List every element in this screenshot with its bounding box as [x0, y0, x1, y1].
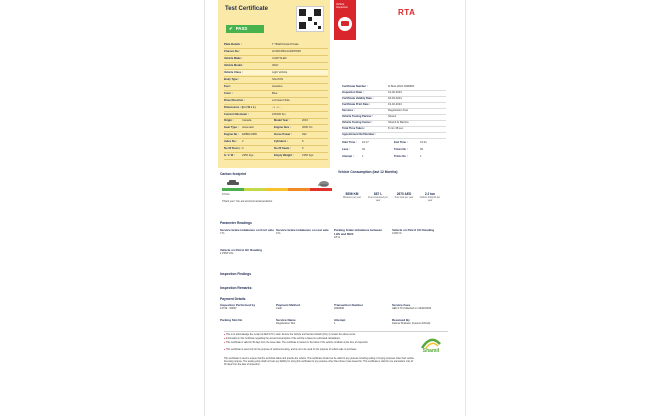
payment-field-name: Transaction Number	[334, 303, 364, 307]
vehicle-grid-key: Horse Power :	[274, 133, 293, 136]
payment-field-value: Fatima Shaheen (Inssem Alhindi)	[392, 322, 431, 325]
vehicle-grid-key: Axles No :	[224, 140, 238, 143]
vehicle-detail-value: - x - x -	[272, 106, 281, 109]
parameter-value: 0 %	[276, 232, 281, 235]
payment-field	[220, 303, 274, 311]
vehicle-grid-key: Engine Size :	[274, 126, 291, 129]
rta-logo	[398, 8, 415, 17]
shamil-logo	[418, 336, 444, 358]
vehicle-detail-value: Left Hand Side	[272, 99, 290, 102]
certificate-row	[342, 90, 446, 95]
vehicle-grid-value: 5	[302, 147, 304, 150]
certificate-value: Registration Test	[388, 109, 408, 112]
car-icon	[226, 179, 240, 187]
parameter-name: Parking brake imbalance between LHS and RHS	[334, 228, 383, 236]
vehicle-grid-value: 292	[302, 133, 307, 136]
consumption-label: Fuel cost per year	[394, 197, 414, 199]
vehicle-grid-value: ERB01208D	[242, 133, 257, 136]
carbon-bar-red	[310, 188, 332, 191]
certificate-value: 19-02-2024	[388, 91, 402, 94]
vehicle-grid-value: 4	[242, 147, 244, 150]
vehicle-detail-key: Chassis No :	[224, 50, 241, 53]
note-b: ● Information in this certificate regarding the annual consumption of the vehicle is based on estimated calculations.	[224, 338, 341, 340]
payment-field	[334, 318, 388, 326]
vehicle-detail-key: Plate Details :	[224, 43, 242, 46]
page-title: Test Certificate	[225, 6, 268, 12]
payment-field-name: Parking Slot No	[220, 318, 243, 322]
findings-title: Inspection Findings	[220, 272, 252, 276]
vehicle-detail-row	[224, 70, 328, 75]
note-d: ● This certificate is used only for the purpose of vehicle licensing, and is not to be used for the purpose of vehicle sale or purchase.	[224, 349, 357, 351]
check-icon: ✔	[229, 26, 233, 31]
vehicle-grid-key: Cylinders :	[274, 140, 288, 143]
consumption-label: Fuel consumed per year	[368, 197, 388, 202]
parameter-value: 0.000 %	[392, 232, 402, 235]
parameter-value: 7 %	[220, 232, 225, 235]
certificate-row	[342, 120, 446, 125]
certificate-key: Certificate Number :	[342, 85, 368, 88]
divider	[224, 331, 448, 332]
factory-icon	[424, 179, 436, 189]
certificate-grid-key: Start Time :	[342, 141, 357, 144]
certificate-key: Services :	[342, 109, 355, 112]
pass-label: PASS	[235, 26, 248, 31]
payment-field-value: 12749 - 50037	[220, 307, 237, 310]
rta-logo-text: RTA	[398, 8, 416, 17]
qr-code	[296, 6, 324, 32]
consumption-value: 2.2 ton	[424, 192, 436, 196]
certificate-row	[342, 84, 446, 89]
vehicle-grid-key: No Of Seats :	[274, 147, 291, 150]
vehicle-grid-row	[224, 139, 328, 144]
parameter-reading	[392, 228, 446, 236]
parameter-name: Service brake imbalance on rear axle	[276, 228, 329, 232]
certificate-key: Vehicle Testing Center :	[342, 121, 373, 124]
certificate-grid-key: Token No :	[394, 148, 408, 151]
carbon-bar-green	[222, 188, 244, 191]
payment-field-name: Service Fees	[392, 303, 411, 307]
payment-field-name: Received By	[392, 318, 410, 322]
note-c: ● This certificate is valid for 30 days from the issue date. The certificate is issued on the basis of the vehicle condition at the time of inspection.	[224, 342, 369, 344]
certificate-grid-row	[342, 154, 446, 159]
vehicle-detail-value: CHRYSLER	[272, 57, 287, 60]
vehicle-grid-value: 6	[302, 140, 304, 143]
vehicle-detail-value: T 78420 Dubai Private	[272, 43, 299, 46]
certificate-value: Shamil Al Barsha	[388, 121, 409, 124]
carbon-footprint-title: Carbon footprint	[220, 172, 247, 176]
vehicle-grid-row	[224, 146, 328, 151]
carbon-note: Thank you! You are environmental protector	[222, 200, 273, 203]
certificate-key: Total Time Taken :	[342, 127, 366, 130]
vehicle-detail-key: Color :	[224, 92, 233, 95]
certificate-grid-key: Lane :	[342, 148, 350, 151]
parameter-name: Vehicle on Petrol HC Reading	[220, 248, 263, 252]
vehicle-detail-value: 2C4RC1BG1GR397848	[272, 50, 301, 53]
certificate-grid-value: 1	[362, 155, 364, 158]
vehicle-grid-row	[224, 132, 328, 137]
certificate-grid-key: End Time :	[394, 141, 408, 144]
certificate-row	[342, 126, 446, 131]
row-divider	[342, 138, 446, 139]
parameter-reading	[334, 228, 388, 240]
vehicle-grid-key: Model Year :	[274, 119, 290, 122]
certificate-key: Vehicle Testing Partner :	[342, 115, 374, 118]
vehicle-grid-key: Origin :	[224, 119, 234, 122]
note-a: ● This is to acknowledge the receipt of AED 170 in cash. Ensure the Vehicle and Service Details (Only 1) remain the above terms.	[224, 334, 356, 336]
payment-field-value: 1	[334, 322, 336, 325]
vehicle-detail-key: Current Odometer :	[224, 113, 249, 116]
vehicle-grid-value: 2	[242, 140, 244, 143]
vehicle-grid-value: Canada	[242, 119, 252, 122]
vehicle-grid-row	[224, 118, 328, 123]
certificate-value: 8 min 38 sec	[388, 127, 404, 130]
parameter-reading	[276, 228, 330, 236]
certificate-key: Inspection Date :	[342, 91, 364, 94]
consumption-value: 2670 AED	[396, 192, 412, 196]
certificate-row	[342, 132, 446, 137]
vehicle-detail-key: Drive Direction :	[224, 99, 245, 102]
certificate-key: Certificate Print Date :	[342, 103, 371, 106]
parameter-name: Service brake imbalance on front axle	[220, 228, 274, 232]
car-badge-icon	[334, 12, 356, 38]
vehicle-grid-key: Gear Type :	[224, 126, 239, 129]
certificate-grid-value: 1	[420, 155, 422, 158]
vehicle-grid-key: Empty Weight :	[274, 154, 294, 157]
shamil-name: Shamil	[422, 348, 440, 354]
parameters-title: Parameter Readings	[220, 221, 252, 225]
payment-field	[392, 318, 446, 326]
certificate-grid-value: 09	[420, 148, 423, 151]
payment-field-name: Payment Method	[276, 303, 301, 307]
vehicle-detail-value: 300C	[272, 64, 279, 67]
vehicle-grid-row	[224, 125, 328, 130]
carbon-bar-yellow	[266, 188, 288, 191]
payment-field-name: Service Name	[276, 318, 296, 322]
vehicle-detail-value: SALOON	[272, 78, 284, 81]
parameter-reading	[220, 248, 274, 256]
payment-field-value: 2048260	[334, 307, 345, 310]
vehicle-detail-key: Body Type :	[224, 78, 240, 81]
row-divider	[224, 159, 328, 160]
vehicle-detail-key: Dimensions : (H x W x L)	[224, 106, 256, 109]
road-icon	[346, 179, 358, 189]
remarks-title: Inspection Remarks:	[220, 286, 253, 290]
vehicle-detail-key: Vehicle Model :	[224, 64, 244, 67]
inspection-badge-text: Vehicle Inspection	[336, 3, 348, 9]
inspection-badge	[334, 0, 356, 40]
vehicle-detail-value: Gasoline	[272, 85, 283, 88]
fuel-pump-icon	[372, 179, 384, 189]
carbon-bar-lime	[244, 188, 266, 191]
pass-badge	[226, 25, 264, 33]
vehicle-grid-value: 2016	[302, 119, 308, 122]
payment-field	[276, 303, 330, 311]
certificate-grid-row	[342, 147, 446, 152]
consumption-label: Distance per year	[342, 197, 361, 199]
certificate-row	[342, 96, 446, 101]
consumption-value: 887 L	[373, 192, 383, 196]
certificate-grid-value: 16:21	[420, 141, 427, 144]
payment-field	[276, 318, 330, 326]
wallet-icon	[398, 179, 410, 189]
certificate-grid-key: Attempt :	[342, 155, 354, 158]
payment-field	[220, 318, 274, 322]
parameter-value: 1 PPM VOL	[220, 252, 234, 255]
payment-field-value: Registration Test	[276, 322, 296, 325]
vehicle-detail-key: Vehicle Make :	[224, 57, 243, 60]
carbon-low-label: 0.0 km	[222, 193, 230, 196]
payment-title: Payment Details	[220, 297, 246, 301]
carbon-high-label: km/CO2	[318, 184, 328, 187]
vehicle-detail-key: Fuel :	[224, 85, 232, 88]
certificate-key: Appointment Ref Number :	[342, 133, 377, 136]
vehicle-detail-value: Light Vehicle	[272, 71, 288, 74]
payment-field-name: Attempt	[334, 318, 346, 322]
carbon-bar-orange	[288, 188, 310, 191]
disclaimer: This certificate is used to ensure that the technical status and provide the vehicle. This certificate should not be valid for any process including selling or buying purposes other than vehicle licensing purpose. The testing entity shall not bear any liability for using this certificate for any purpose other than those it was issued for. This certificate is valid for one transaction only for 30 days from the date of inspection.	[224, 358, 414, 366]
certificate-row	[342, 108, 446, 113]
certificate-key: Certificate Validity Date :	[342, 97, 374, 100]
vehicle-grid-value: 3600 CC	[302, 126, 313, 129]
payment-field-value: AED 170 Collected on 19/02/2024	[392, 307, 432, 310]
vehicle-detail-value: 166336 Km	[272, 113, 286, 116]
parameter-name: Vehicle on Petrol CO Reading	[392, 228, 435, 232]
consumption-title: Vehicle Consumption (last 12 Months)	[338, 170, 398, 174]
parameter-reading	[220, 228, 274, 236]
certificate-value: 19-02-2024	[388, 103, 402, 106]
certificate-row	[342, 102, 446, 107]
consumption-value: 5856 KM	[345, 192, 359, 196]
payment-field	[334, 303, 388, 311]
certificate-grid-value: 02	[362, 148, 365, 151]
certificate-row	[342, 114, 446, 119]
certificate-value: Shamil	[388, 115, 397, 118]
vehicle-grid-value: 1950 Kgs	[302, 154, 314, 157]
vehicle-grid-value: Automatic	[242, 126, 254, 129]
certificate-grid-value: 16:17	[362, 141, 369, 144]
vehicle-grid-key: G. V. W :	[224, 154, 235, 157]
vehicle-grid-value: 2350 Kgs	[242, 154, 254, 157]
vehicle-grid-key: No Of Doors :	[224, 147, 242, 150]
payment-field-name: Inspection Performed by	[220, 303, 256, 307]
certificate-value: 18-03-2024	[388, 97, 402, 100]
certificate-grid-key: Prints No :	[394, 155, 408, 158]
parameter-value: 18 %	[334, 236, 340, 239]
certificate-grid-row	[342, 140, 446, 145]
payment-field	[392, 303, 446, 311]
payment-field-value: Cash	[276, 307, 283, 310]
certificate-value: D-5HA-2024-0396960	[388, 85, 415, 88]
vehicle-grid-key: Engine No :	[224, 133, 239, 136]
vehicle-detail-key: Vehicle Class :	[224, 71, 243, 74]
vehicle-grid-row	[224, 153, 328, 158]
vehicle-detail-value: Blue	[272, 92, 278, 95]
consumption-label: Carbon footprint per year	[419, 197, 441, 202]
